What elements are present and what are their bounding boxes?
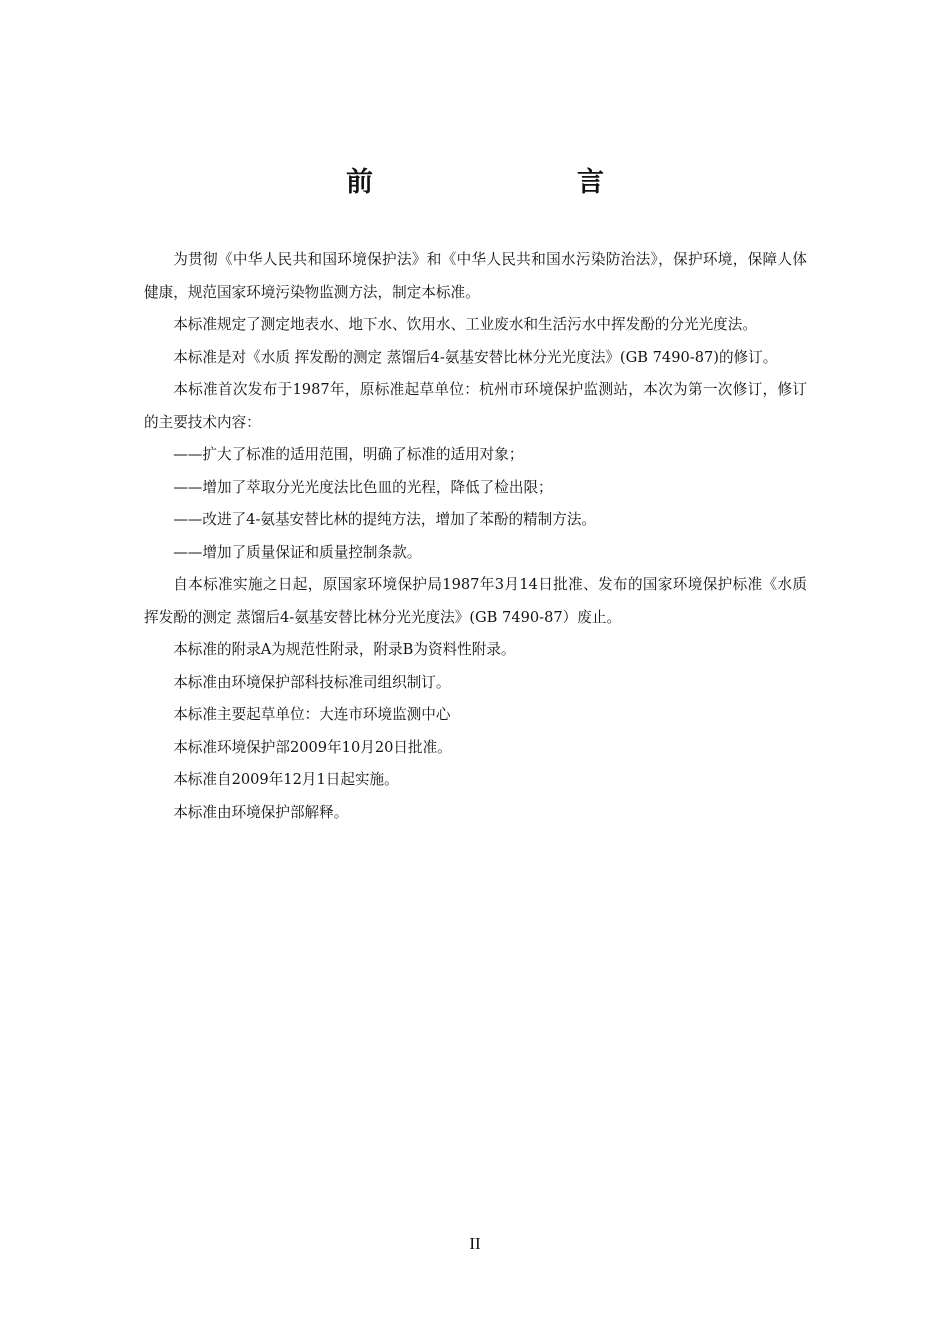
paragraph: 为贯彻《中华人民共和国环境保护法》和《中华人民共和国水污染防治法》，保护环境，保障人体健康，规范国家环境污染物监测方法，制定本标准。 (144, 251, 807, 301)
paragraph: 本标准规定了测定地表水、地下水、饮用水、工业废水和生活污水中挥发酚的分光光度法。 (173, 316, 757, 333)
paragraph: 本标准首次发布于1987年，原标准起草单位：杭州市环境保护监测站，本次为第一次修订，修订的主要技术内容： (144, 381, 807, 431)
paragraph: 本标准主要起草单位：大连市环境监测中心 (173, 706, 451, 723)
paragraph: 本标准环境保护部2009年10月20日批准。 (173, 738, 452, 756)
foreword-body (144, 244, 807, 829)
page-number: II (469, 1234, 481, 1253)
paragraph: 本标准自2009年12月1日起实施。 (173, 771, 399, 788)
paragraph: 自本标准实施之日起，原国家环境保护局1987年3月14日批准、发布的国家环境保护标准《水质 挥发酚的测定 蒸馏后4-氨基安替比林分光光度法》(GB 7490-87）废止。 (144, 576, 807, 626)
list-item: ——增加了质量保证和质量控制条款。 (173, 543, 422, 561)
paragraph: 本标准是对《水质 挥发酚的测定 蒸馏后4-氨基安替比林分光光度法》(GB 7490-87)的修订。 (173, 348, 778, 366)
paragraph: 本标准由环境保护部解释。 (173, 803, 349, 821)
paragraph: 本标准由环境保护部科技标准司组织制订。 (173, 673, 451, 691)
list-item: ——扩大了标准的适用范围，明确了标准的适用对象； (173, 446, 524, 463)
page-title: 前 言 (346, 167, 654, 198)
list-item: ——改进了4-氨基安替比林的提纯方法，增加了苯酚的精制方法。 (173, 511, 597, 528)
list-item: ——增加了萃取分光光度法比色皿的光程，降低了检出限； (173, 478, 553, 496)
paragraph: 本标准的附录A为规范性附录，附录B为资料性附录。 (173, 641, 516, 658)
